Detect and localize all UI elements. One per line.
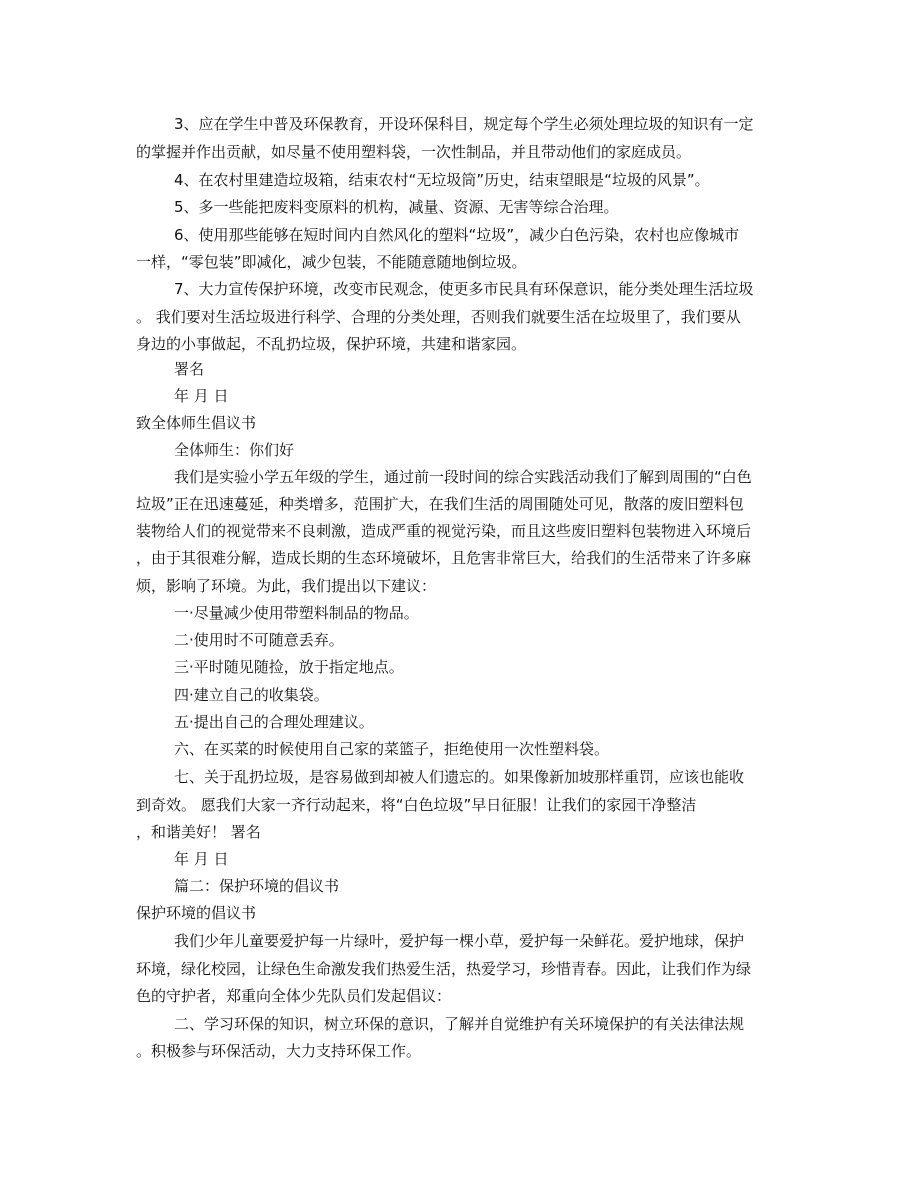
- list-item: 四·建立自己的收集袋。: [174, 686, 329, 704]
- section-title: 保护环境的倡议书: [136, 904, 257, 922]
- text-line: 二、学习环保的知识，树立环保的意识，了解并自觉维护有关环境保护的有关法律法规: [174, 1015, 745, 1033]
- text-line: 七、关于乱扔垃圾，是容易做到却被人们遗忘的。如果像新加坡那样重罚，应该也能收: [174, 768, 745, 786]
- text-line: 的掌握并作出贡献，如尽量不使用塑料袋，一次性制品，并且带动他们的家庭成员。: [136, 143, 692, 161]
- date-line: 年 月 日: [174, 387, 229, 405]
- text-line: 7、大力宣传保护环境，改变市民观念，使更多市民具有环保意识，能分类处理生活垃圾: [174, 280, 754, 298]
- text-line: 烦，影响了环境。为此，我们提出以下建议：: [136, 577, 437, 595]
- text-line: 。积极参与环保活动，大力支持环保工作。: [136, 1042, 422, 1060]
- list-item: 二·使用时不可随意丢弃。: [174, 631, 344, 649]
- salutation: 全体师生：你们好: [174, 441, 295, 459]
- text-line: ，和谐美好！ 署名: [136, 823, 261, 841]
- section-title: 致全体师生倡议书: [136, 414, 257, 432]
- text-line: ，由于其很难分解，造成长期的生态环境破坏，且危害非常巨大，给我们的生活带来了许多麻: [136, 549, 752, 567]
- list-item: 六、在买菜的时候使用自己家的菜篮子，拒绝使用一次性塑料袋。: [174, 740, 610, 758]
- text-line: 到奇效。 愿我们大家一齐行动起来，将“白色垃圾”早日征服！让我们的家园干净整洁: [136, 796, 697, 814]
- text-line: 。 我们要对生活垃圾进行科学、合理的分类处理，否则我们就要生活在垃圾里了，我们要从: [136, 308, 741, 326]
- text-line: 色的守护者，郑重向全体少先队员们发起倡议：: [136, 987, 452, 1005]
- text-line: 一样，“零包装”即减化，减少包装，不能随意随地倒垃圾。: [136, 253, 527, 271]
- text-line: 垃圾”正在迅速蔓延，种类增多，范围扩大，在我们生活的周围随处可见，散落的废旧塑料包: [136, 495, 744, 513]
- list-item: 五·提出自己的合理处理建议。: [174, 713, 374, 731]
- date-line: 年 月 日: [174, 850, 229, 868]
- list-item: 三·平时随见随捡，放于指定地点。: [174, 658, 404, 676]
- list-item: 一·尽量减少使用带塑料制品的物品。: [174, 604, 419, 622]
- text-line: 3、应在学生中普及环保教育，开设环保科目，规定每个学生必须处理垃圾的知识有一定: [174, 115, 754, 133]
- text-line: 6、使用那些能够在短时间内自然风化的塑料“垃圾”，减少白色污染，农村也应像城市: [174, 226, 740, 244]
- text-line: 身边的小事做起，不乱扔垃圾，保护环境，共建和谐家园。: [136, 335, 527, 353]
- text-line: 环境，绿化校园，让绿色生命激发我们热爱生活，热爱学习，珍惜青春。因此，让我们作为绿: [136, 960, 752, 978]
- section-heading: 篇二：保护环境的倡议书: [174, 877, 340, 895]
- signature-label: 署名: [174, 360, 205, 378]
- text-line: 4、在农村里建造垃圾箱，结束农村“无垃圾筒”历史，结束望眼是“垃圾的风景”。: [174, 171, 710, 189]
- text-line: 我们是实验小学五年级的学生，通过前一段时间的综合实践活动我们了解到周围的“白色: [174, 468, 752, 486]
- text-line: 5、多一些能把废料变原料的机构，减量、资源、无害等综合治理。: [174, 198, 619, 216]
- text-line: 我们少年儿童要爱护每一片绿叶，爱护每一棵小草，爱护每一朵鲜花。爱护地球，保护: [174, 932, 745, 950]
- text-line: 装物给人们的视觉带来不良刺激，造成严重的视觉污染，而且这些废旧塑料包装物进入环境后: [136, 522, 752, 540]
